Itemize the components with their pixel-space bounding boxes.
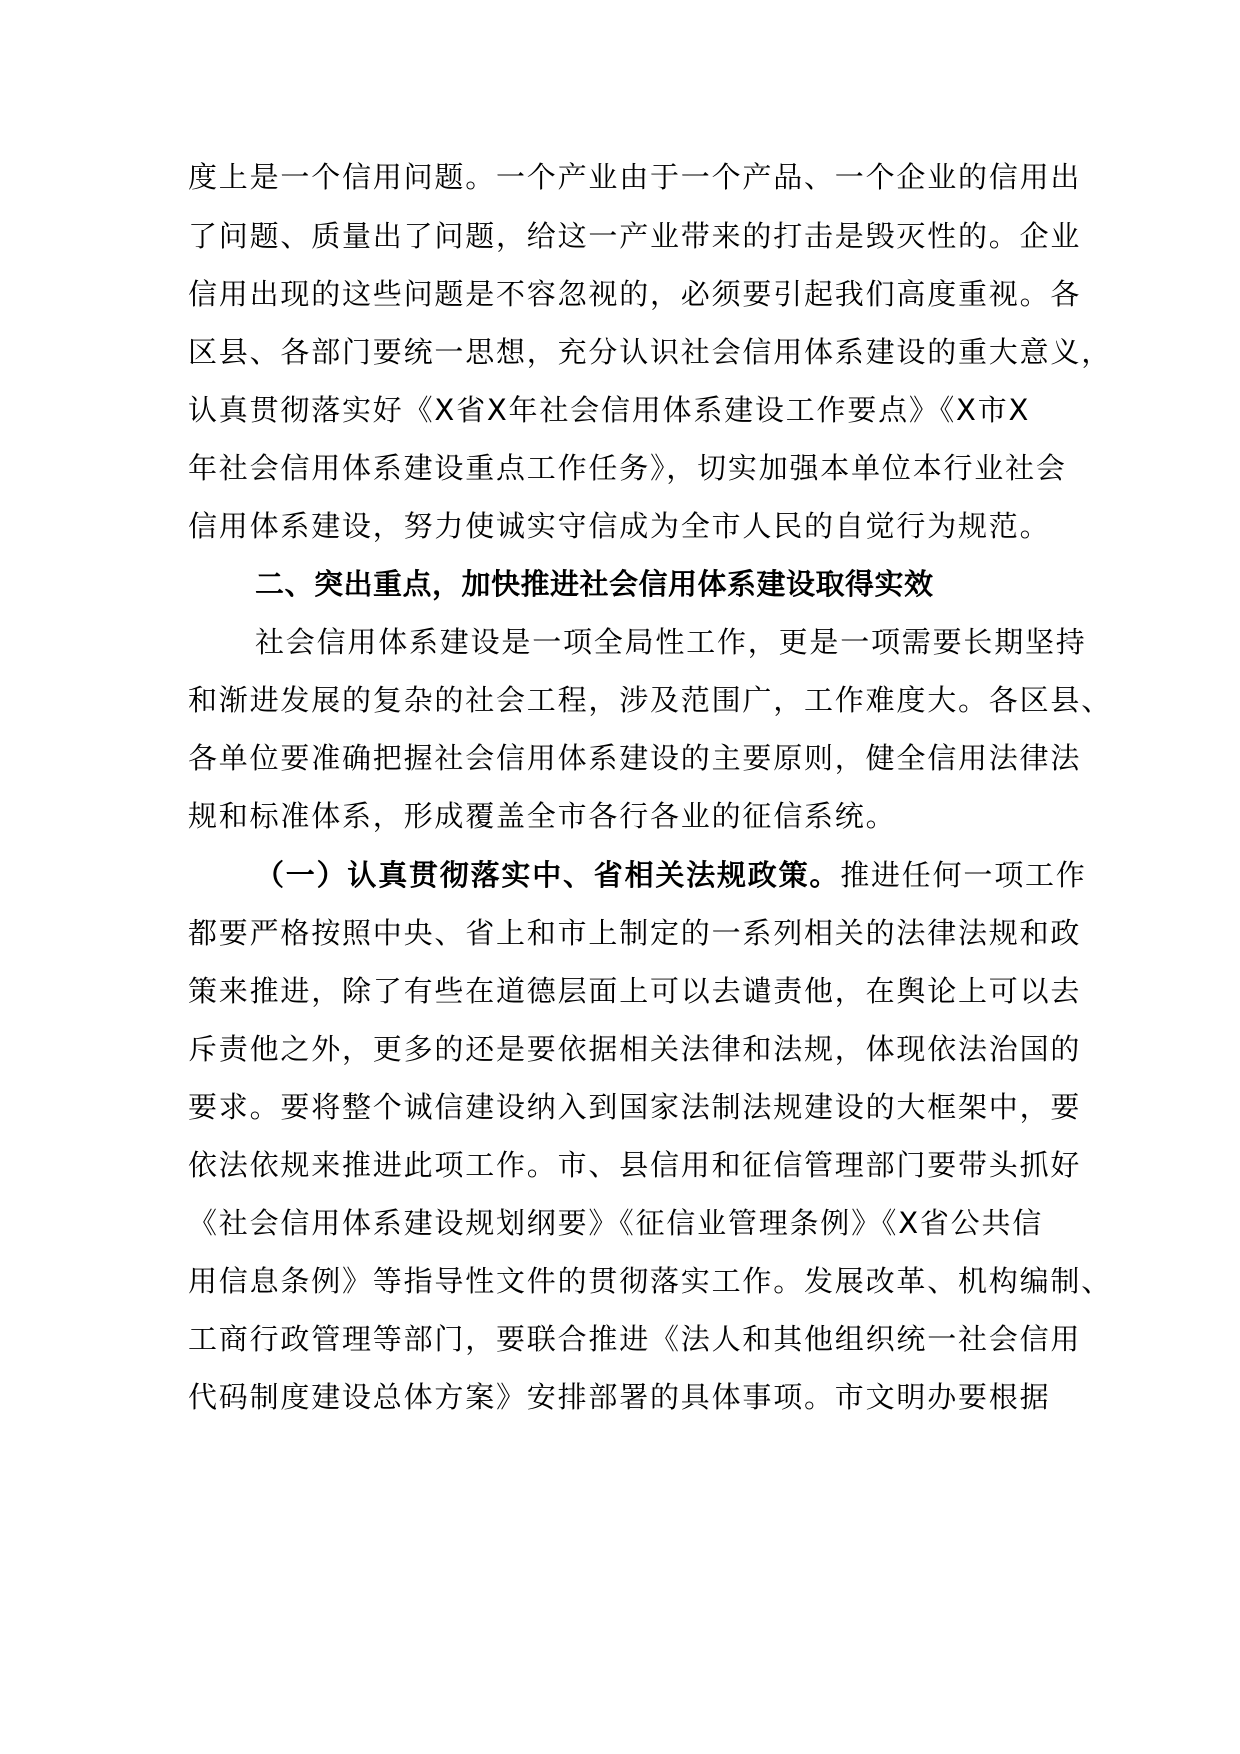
body-line: 策来推进，除了有些在道德层面上可以去谴责他，在舆论上可以去 — [188, 974, 1082, 1008]
subsection-line — [255, 855, 1087, 895]
body-line: 了问题、质量出了问题，给这一产业带来的打击是毁灭性的。企业 — [188, 219, 1082, 253]
body-line: 区县、各部门要统一思想，充分认识社会信用体系建设的重大意义， — [188, 335, 1113, 369]
body-line: 都要严格按照中央、省上和市上制定的一系列相关的法律法规和政 — [188, 916, 1082, 950]
body-line: 年社会信用体系建设重点工作任务》，切实加强本单位本行业社会 — [188, 451, 1067, 485]
body-line: 工商行政管理等部门，要联合推进《法人和其他组织统一社会信用 — [188, 1322, 1082, 1356]
body-line: 规和标准体系，形成覆盖全市各行各业的征信系统。 — [188, 799, 897, 833]
body-line: 信用出现的这些问题是不容忽视的，必须要引起我们高度重视。各 — [188, 277, 1082, 311]
body-line: 度上是一个信用问题。一个产业由于一个产品、一个企业的信用出 — [188, 160, 1082, 194]
body-line: 用信息条例》等指导性文件的贯彻落实工作。发展改革、机构编制、 — [188, 1264, 1113, 1298]
body-line: 认真贯彻落实好《X省X年社会信用体系建设工作要点》《X市X — [188, 393, 1031, 427]
body-line: 依法依规来推进此项工作。市、县信用和征信管理部门要带头抓好 — [188, 1148, 1082, 1182]
subsection-text: 推进任何一项工作 — [840, 858, 1087, 892]
body-line: 斥责他之外，更多的还是要依据相关法律和法规，体现依法治国的 — [188, 1032, 1082, 1066]
body-line: 和渐进发展的复杂的社会工程，涉及范围广，工作难度大。各区县、 — [188, 683, 1113, 717]
body-line: 《社会信用体系建设规划纲要》《征信业管理条例》《X省公共信 — [188, 1206, 1044, 1240]
body-line: 要求。要将整个诚信建设纳入到国家法制法规建设的大框架中，要 — [188, 1090, 1082, 1124]
section-heading: 二、突出重点，加快推进社会信用体系建设取得实效 — [255, 567, 934, 601]
body-line: 信用体系建设，努力使诚实守信成为全市人民的自觉行为规范。 — [188, 509, 1051, 543]
body-line: 各单位要准确把握社会信用体系建设的主要原则，健全信用法律法 — [188, 741, 1082, 775]
subsection-heading: （一）认真贯彻落实中、省相关法规政策。 — [255, 858, 841, 892]
body-line: 社会信用体系建设是一项全局性工作，更是一项需要长期坚持 — [255, 625, 1087, 659]
body-line: 代码制度建设总体方案》安排部署的具体事项。市文明办要根据 — [188, 1380, 1051, 1414]
